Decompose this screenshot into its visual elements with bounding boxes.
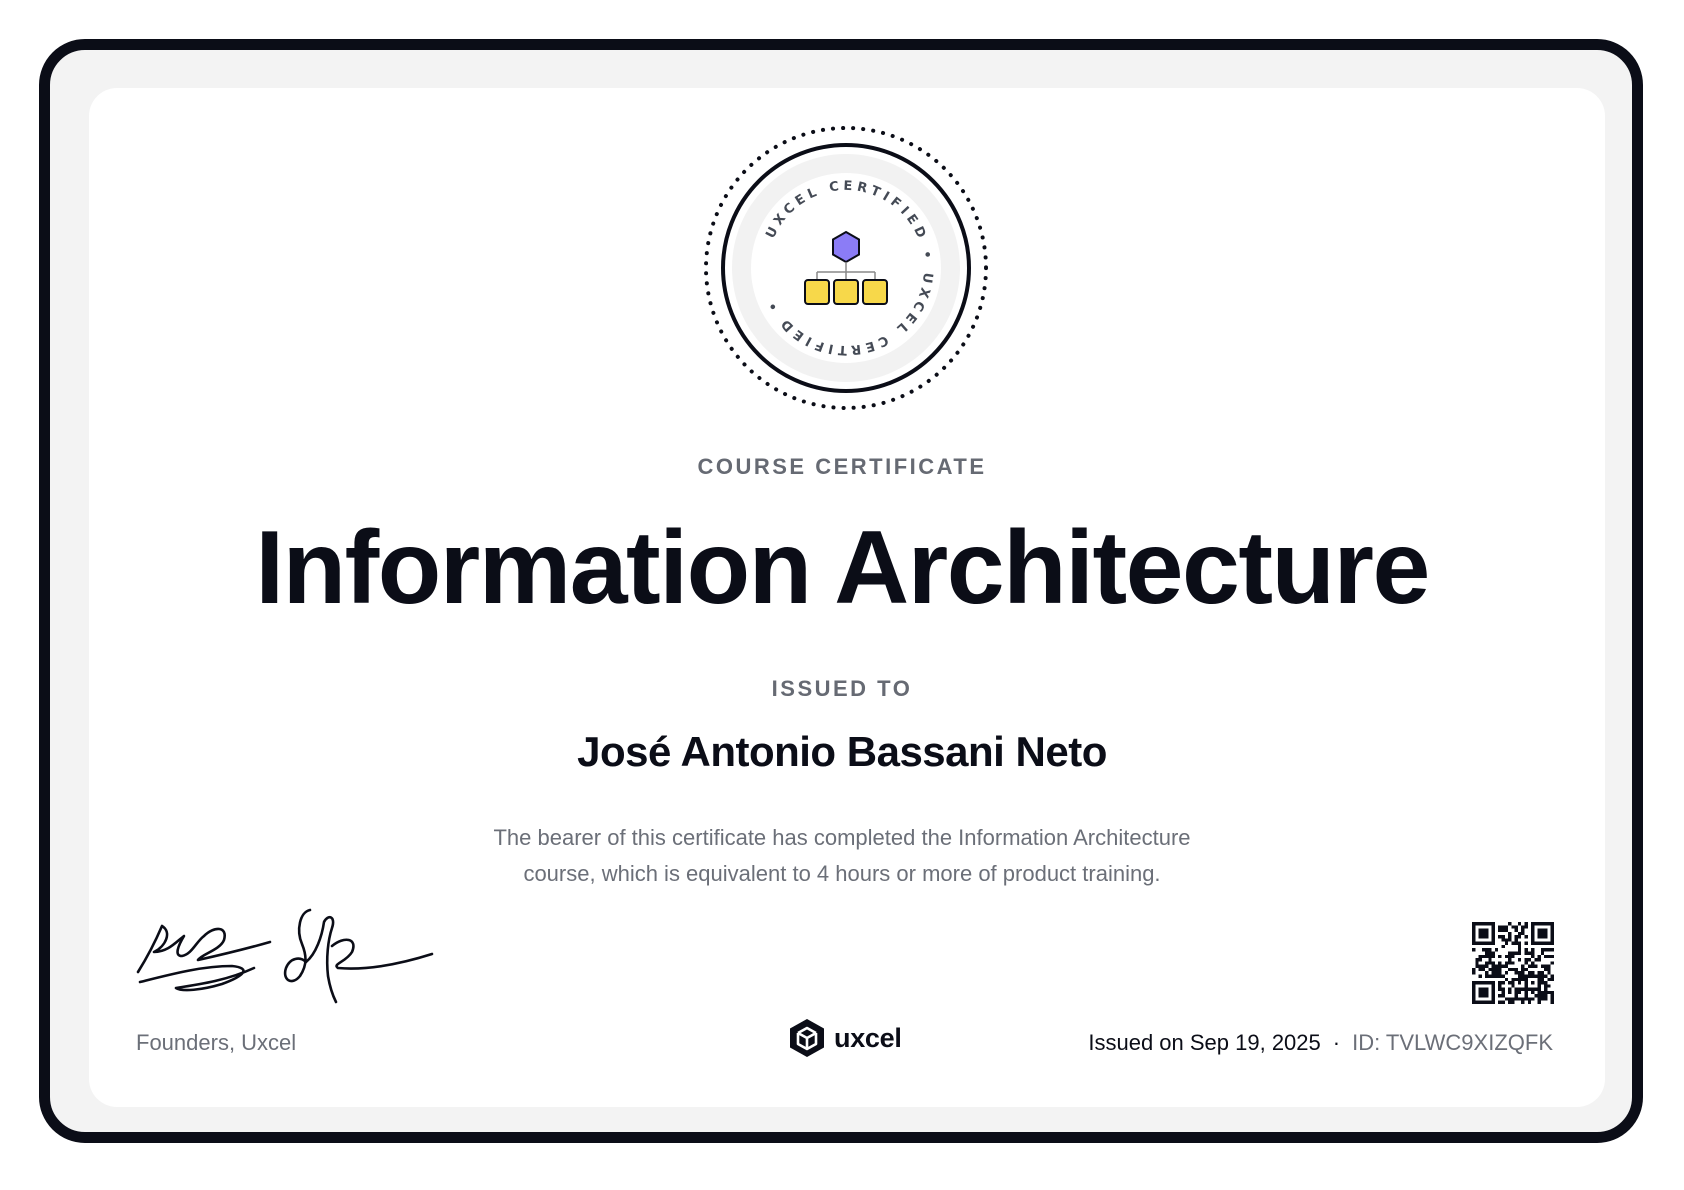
separator-dot: · [1332,1030,1341,1055]
founders-signature [132,906,438,1012]
uxcel-logo-text: uxcel [834,1022,902,1053]
certificate-type-label: COURSE CERTIFICATE [697,454,987,479]
uxcel-logo [788,1016,902,1060]
signature-caption: Founders, Uxcel [136,1030,297,1055]
recipient-name: José Antonio Bassani Neto [577,728,1107,775]
uxcel-logo-icon [788,1018,826,1058]
qr-code[interactable] [1472,922,1554,1004]
description-line: course, which is equivalent to 4 hours or more of product training. [523,861,1161,886]
issued-to-label: ISSUED TO [771,676,913,701]
issued-date: Issued on Sep 19, 2025 [1088,1030,1321,1055]
description-line: The bearer of this certificate has completed the Information Architecture [493,825,1191,850]
badge-ring-text: UXCEL CERTIFIED • UXCEL CERTIFIED • [763,178,936,358]
issued-info [1088,1030,1553,1056]
certified-badge [704,126,988,410]
certificate-id: ID: TVLWC9XIZQFK [1352,1030,1553,1055]
certificate-description [0,820,1684,892]
course-title: Information Architecture [255,510,1429,626]
